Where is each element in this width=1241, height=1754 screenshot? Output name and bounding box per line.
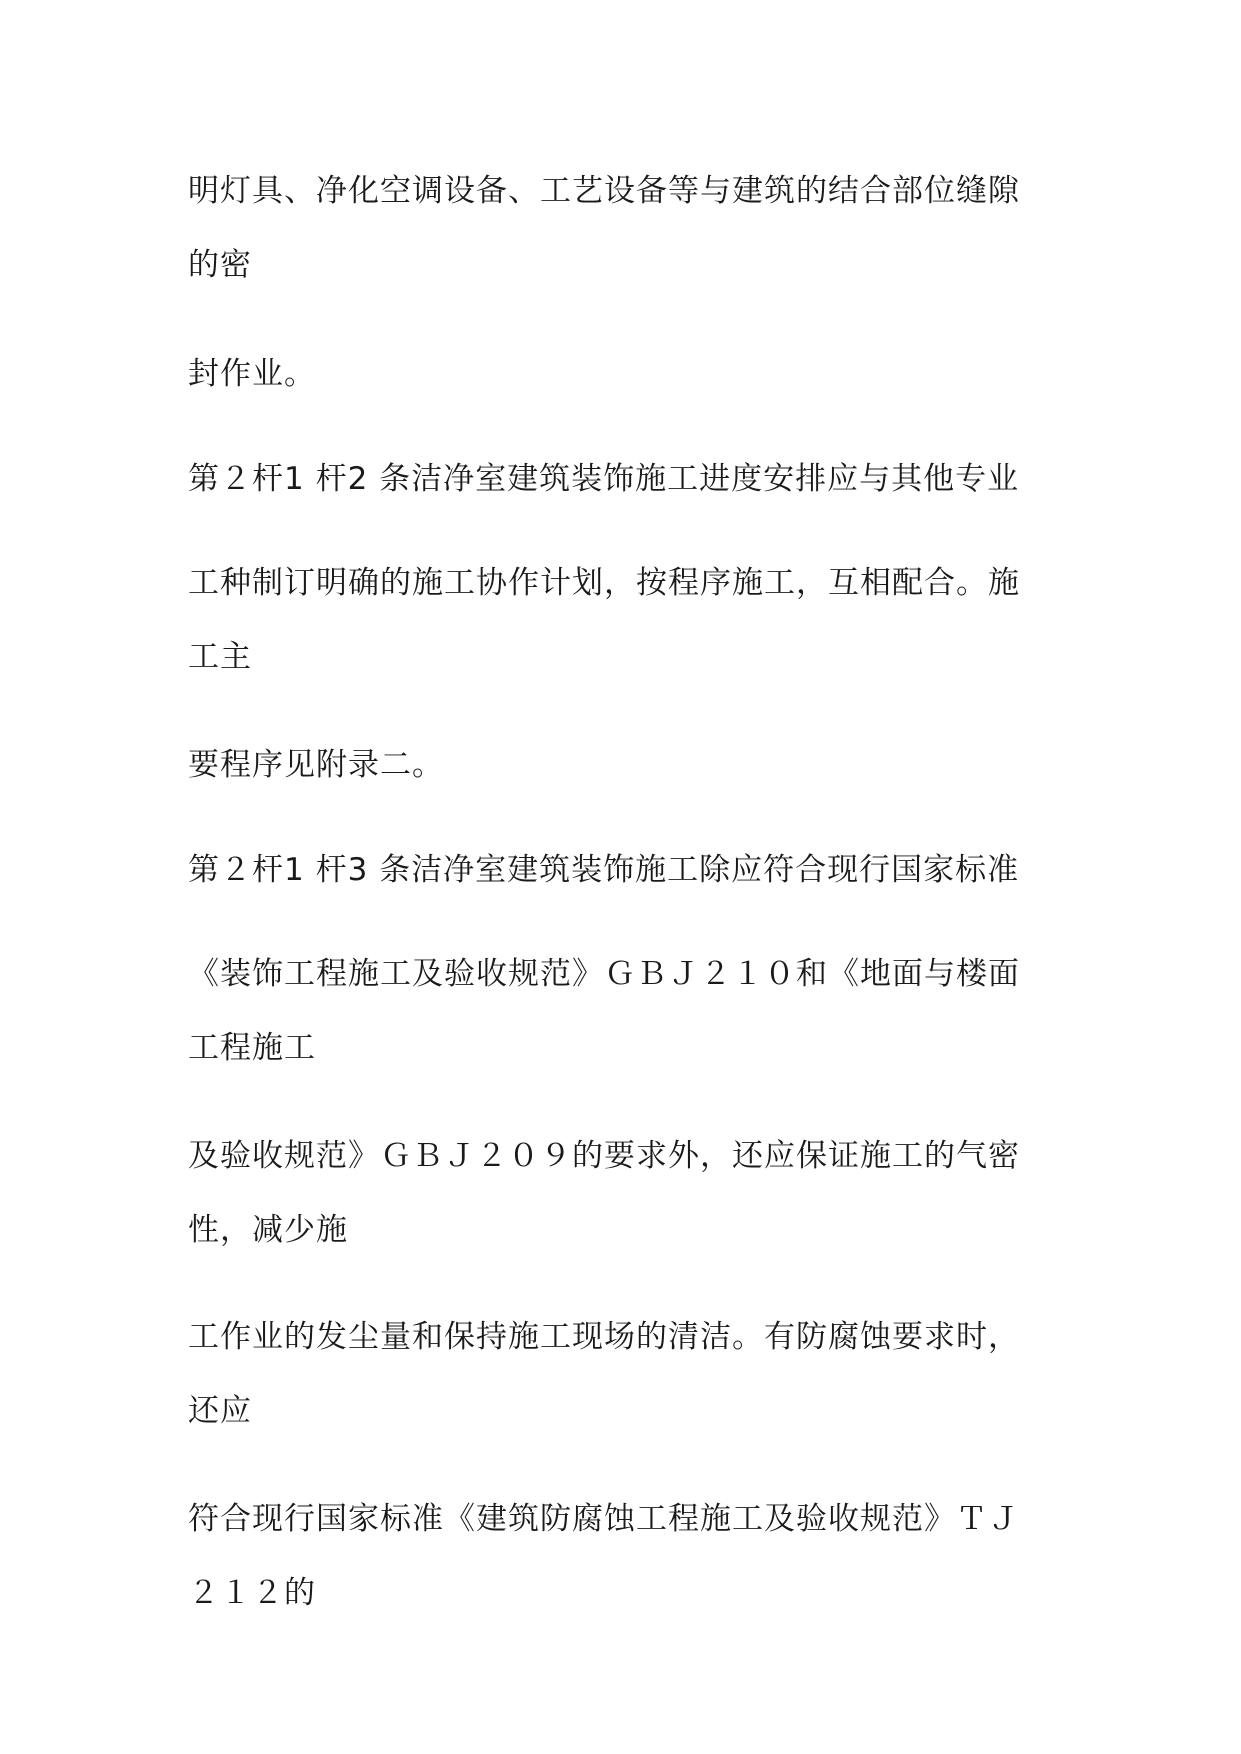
text-line: 工作业的发尘量和保持施工现场的清洁。有防腐蚀要求时， bbox=[188, 1319, 1020, 1355]
paragraph-block bbox=[188, 728, 1088, 802]
paragraph-block bbox=[188, 154, 1088, 302]
paragraph-block bbox=[188, 937, 1088, 1085]
text-line: 符合现行国家标准《建筑防腐蚀工程施工及验收规范》ＴＪ bbox=[188, 1501, 1020, 1537]
paragraph-block bbox=[188, 1119, 1088, 1267]
text-line: 工种制订明确的施工协作计划，按程序施工，互相配合。施 bbox=[188, 565, 1020, 601]
text-line: ２１２的 bbox=[188, 1575, 316, 1611]
text-line: 《装饰工程施工及验收规范》ＧＢＪ２１０和《地面与楼面 bbox=[188, 956, 1020, 992]
text-line: 性，减少施 bbox=[188, 1212, 348, 1248]
text-line: 的密 bbox=[188, 247, 252, 283]
text-line: 第２杆1 杆2 条洁净室建筑装饰施工进度安排应与其他专业 bbox=[188, 461, 1020, 497]
text-line: 工主 bbox=[188, 639, 252, 675]
text-line: 要程序见附录二。 bbox=[188, 747, 444, 783]
paragraph-block bbox=[188, 1300, 1088, 1448]
text-line: 明灯具、净化空调设备、工艺设备等与建筑的结合部位缝隙 bbox=[188, 173, 1020, 209]
paragraph-block bbox=[188, 442, 1088, 516]
text-line: 及验收规范》ＧＢＪ２０９的要求外，还应保证施工的气密 bbox=[188, 1138, 1020, 1174]
paragraph-block bbox=[188, 546, 1088, 694]
text-line: 第２杆1 杆3 条洁净室建筑装饰施工除应符合现行国家标准 bbox=[188, 852, 1020, 888]
paragraph-block bbox=[188, 1482, 1088, 1630]
text-line: 还应 bbox=[188, 1393, 252, 1429]
text-line: 工程施工 bbox=[188, 1030, 316, 1066]
paragraph-block bbox=[188, 337, 1088, 411]
text-line: 封作业。 bbox=[188, 356, 316, 392]
paragraph-block bbox=[188, 833, 1088, 907]
